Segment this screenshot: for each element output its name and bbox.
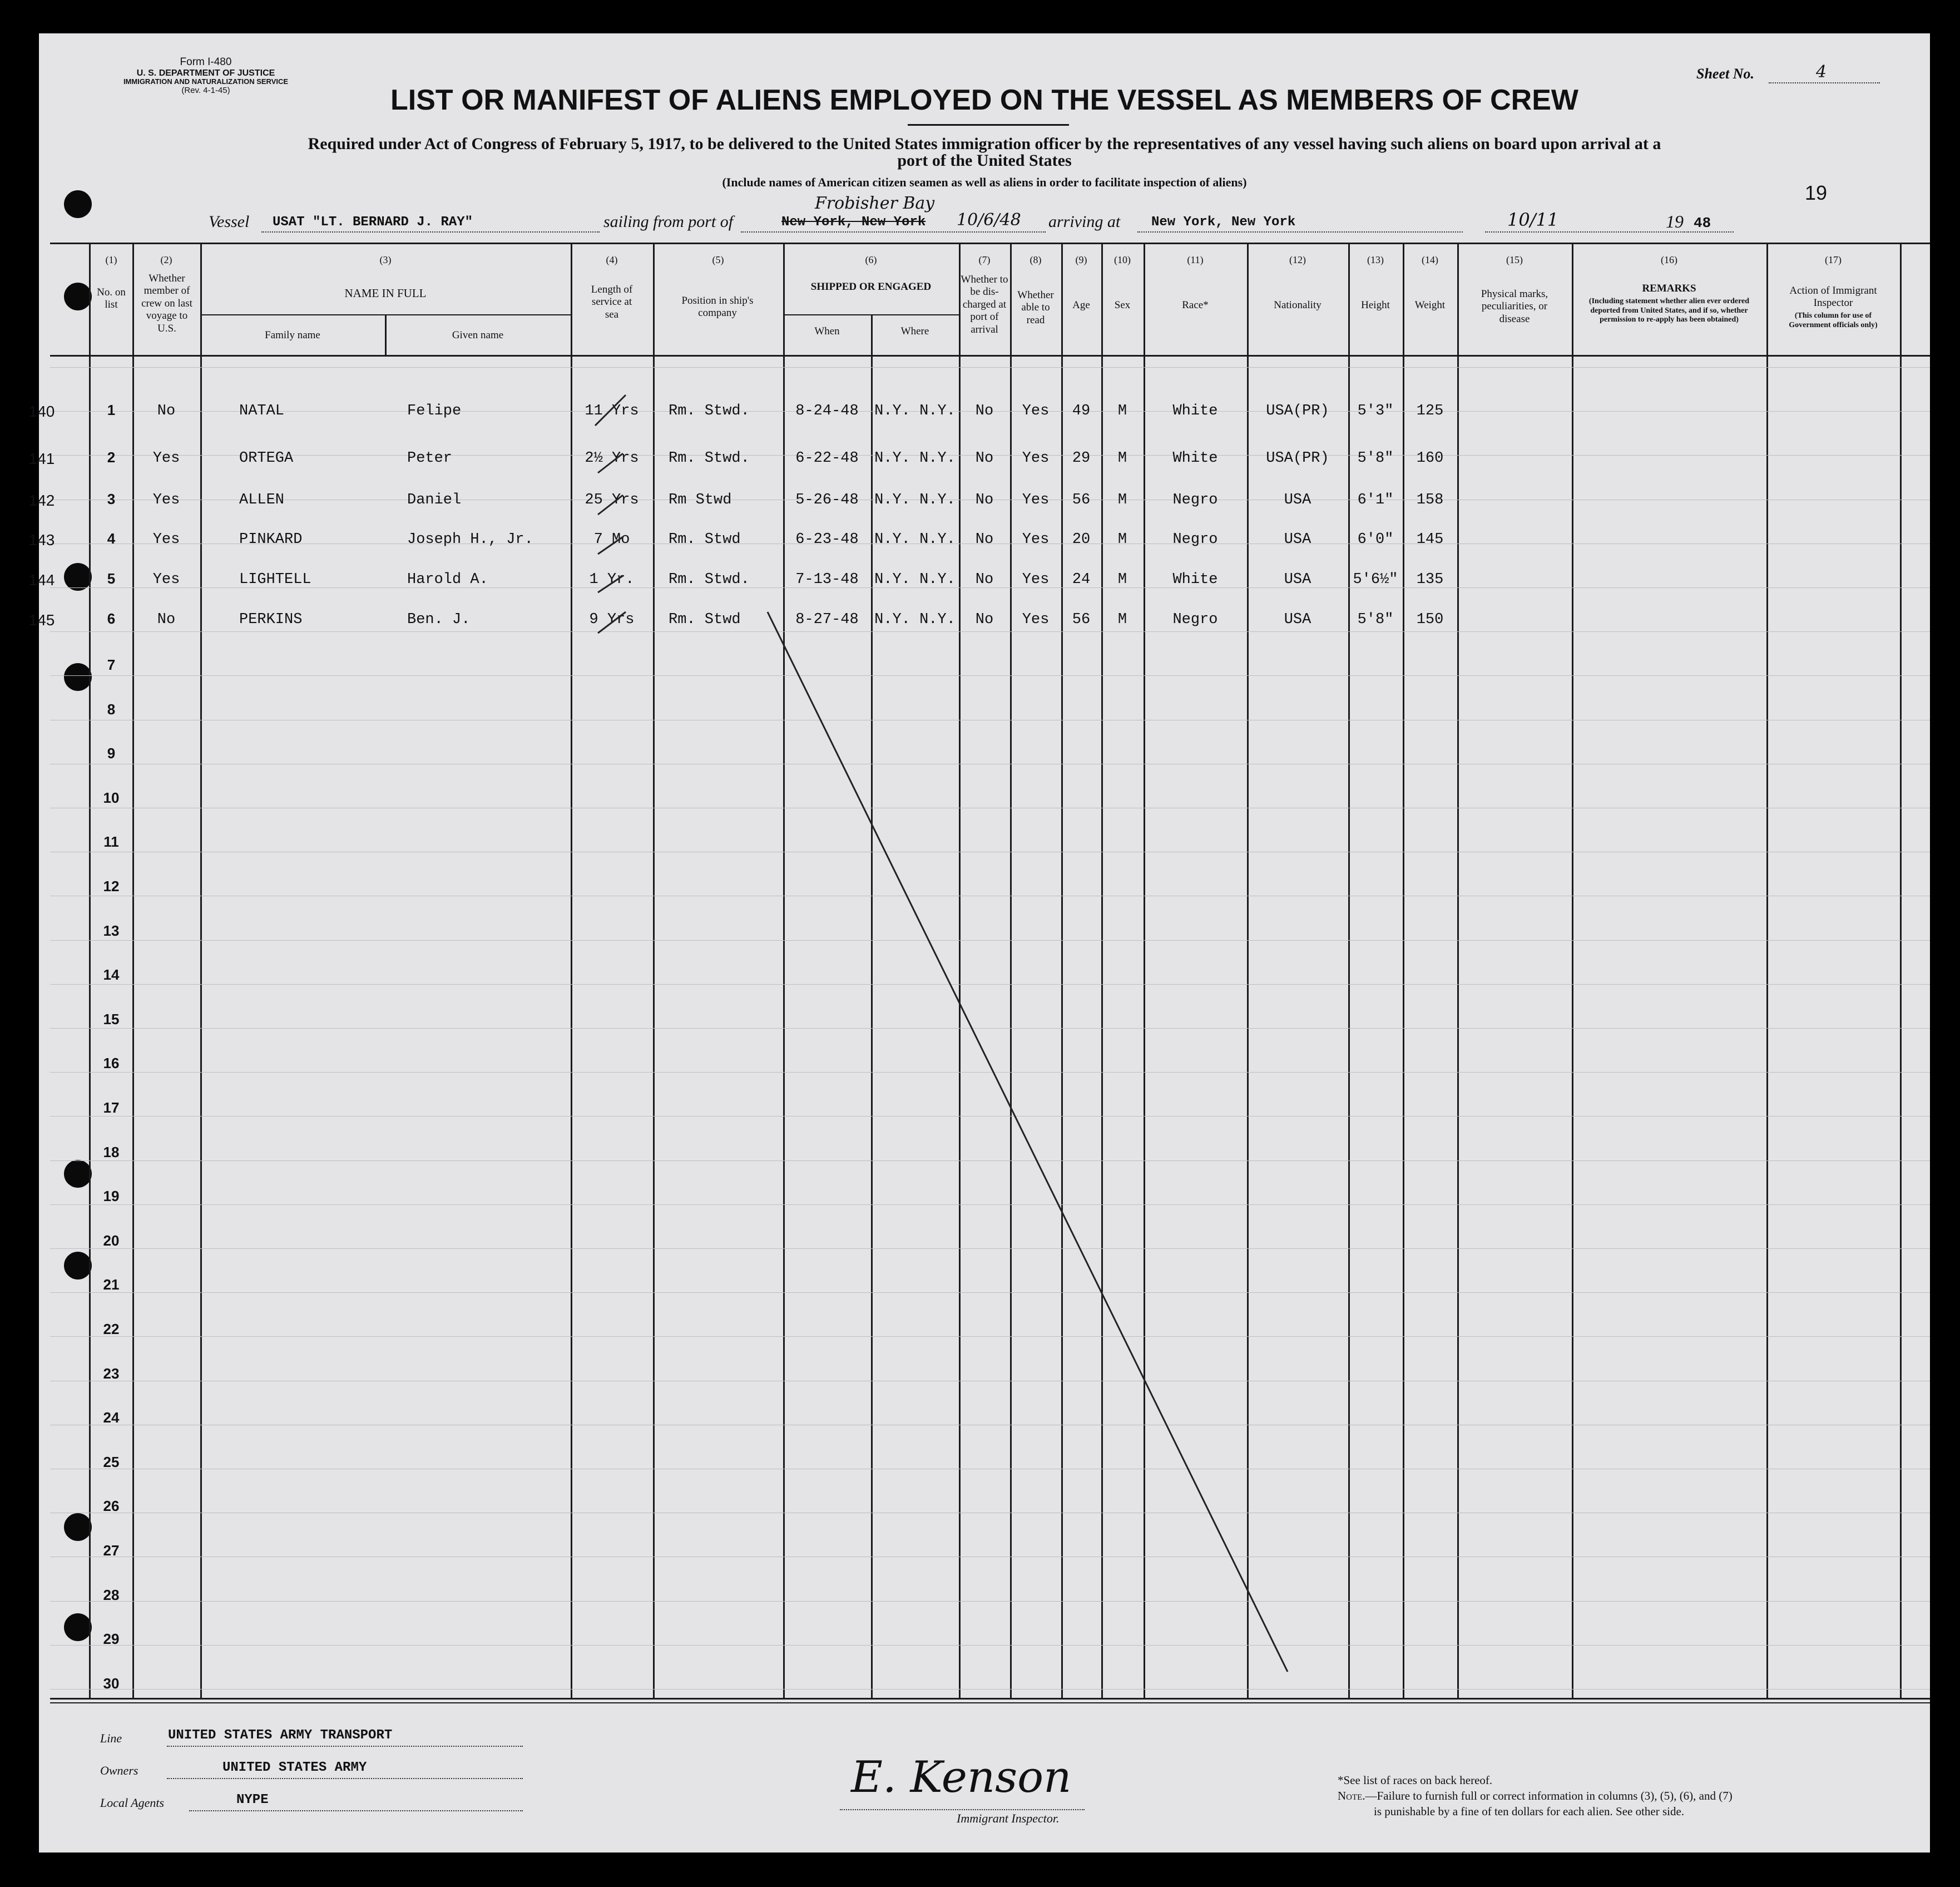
able-read-cell: Yes bbox=[1022, 531, 1050, 548]
penalty-note-line1 bbox=[1338, 1789, 1733, 1803]
races-note: *See list of races on back hereof. bbox=[1338, 1774, 1493, 1787]
able-read-cell: Yes bbox=[1022, 492, 1050, 508]
manifest-sheet bbox=[28, 33, 1930, 1853]
form-subtitle-note: (Include names of American citizen seamen as well as aliens in order to facilitate inspection of aliens) bbox=[722, 175, 1247, 189]
col-number-9: (9) bbox=[1075, 254, 1087, 265]
header-race: Race* bbox=[1182, 299, 1209, 311]
family-name-cell: NATAL bbox=[239, 403, 285, 419]
footer-agents-label: Local Agents bbox=[100, 1796, 165, 1810]
arriving-value: New York, New York bbox=[1151, 215, 1296, 230]
col-number-7: (7) bbox=[978, 254, 991, 265]
margin-number: 144 bbox=[28, 571, 55, 589]
discharged-cell: No bbox=[975, 531, 994, 548]
race-cell: White bbox=[1172, 571, 1218, 588]
row-number: 28 bbox=[103, 1587, 120, 1603]
header-given-name: Given name bbox=[452, 329, 504, 341]
col-number-13: (13) bbox=[1367, 254, 1384, 265]
sailing-handwritten: Frobisher Bay bbox=[815, 194, 935, 213]
year-value: 48 bbox=[1694, 215, 1711, 231]
sex-cell: M bbox=[1117, 403, 1127, 419]
col-number-6: (6) bbox=[865, 254, 877, 265]
row-number: 26 bbox=[103, 1498, 120, 1514]
form-subtitle-line2: port of the United States bbox=[897, 151, 1072, 170]
race-cell: White bbox=[1172, 450, 1218, 467]
discharged-cell: No bbox=[975, 611, 994, 628]
check-mark bbox=[595, 395, 626, 426]
row-number: 16 bbox=[103, 1055, 120, 1071]
last-voyage-cell: Yes bbox=[152, 531, 180, 548]
header-able-read: Whether able to read bbox=[1017, 289, 1054, 326]
weight-cell: 150 bbox=[1416, 611, 1444, 628]
position-cell: Rm. Stwd. bbox=[669, 571, 750, 588]
note-label: Note. bbox=[1338, 1789, 1365, 1802]
sex-cell: M bbox=[1117, 571, 1127, 588]
family-name-cell: PINKARD bbox=[239, 531, 303, 548]
shipped-when-cell: 6-23-48 bbox=[795, 531, 859, 548]
check-mark bbox=[598, 453, 623, 473]
header-position: Position in ship's company bbox=[681, 295, 754, 319]
shipped-where-cell: N.Y. N.Y. bbox=[874, 403, 956, 419]
header-height: Height bbox=[1361, 299, 1390, 311]
shipped-when-cell: 7-13-48 bbox=[795, 571, 859, 588]
header-no-on-list: No. on list bbox=[97, 286, 126, 311]
given-name-cell: Joseph H., Jr. bbox=[407, 531, 533, 548]
col-number-4: (4) bbox=[606, 254, 618, 265]
row-number: 13 bbox=[103, 922, 120, 939]
age-cell: 24 bbox=[1072, 571, 1091, 588]
position-cell: Rm. Stwd. bbox=[669, 403, 750, 419]
row-number: 29 bbox=[103, 1631, 120, 1647]
position-cell: Rm. Stwd bbox=[669, 611, 741, 628]
discharged-cell: No bbox=[975, 492, 994, 508]
sex-cell: M bbox=[1117, 531, 1127, 548]
given-name-cell: Ben. J. bbox=[407, 611, 471, 628]
footer-agents-value: NYPE bbox=[236, 1792, 269, 1807]
row-number: 4 bbox=[107, 530, 116, 547]
col-number-14: (14) bbox=[1422, 254, 1438, 265]
row-number: 23 bbox=[103, 1365, 120, 1382]
header-last-voyage: Whether member of crew on last voyage to U.S. bbox=[141, 273, 192, 334]
discharged-cell: No bbox=[975, 450, 994, 467]
footer-line-label: Line bbox=[100, 1731, 122, 1745]
col-number-2: (2) bbox=[160, 254, 172, 265]
family-name-cell: ORTEGA bbox=[239, 450, 294, 467]
sheet-number-label: Sheet No. bbox=[1696, 66, 1754, 82]
col-number-3: (3) bbox=[379, 254, 392, 265]
race-cell: Negro bbox=[1172, 531, 1218, 548]
form-title: LIST OR MANIFEST OF ALIENS EMPLOYED ON THE VESSEL AS MEMBERS OF CREW bbox=[390, 84, 1578, 116]
position-cell: Rm. Stwd bbox=[669, 531, 741, 548]
footer-line-value: UNITED STATES ARMY TRANSPORT bbox=[168, 1728, 393, 1743]
last-voyage-cell: Yes bbox=[152, 571, 180, 588]
footer-owners-dotline bbox=[167, 1778, 523, 1779]
check-mark bbox=[598, 537, 623, 554]
sex-cell: M bbox=[1117, 450, 1127, 467]
page-stamp: 19 bbox=[1805, 181, 1828, 204]
nationality-cell: USA(PR) bbox=[1266, 450, 1329, 467]
weight-cell: 125 bbox=[1416, 403, 1444, 419]
check-mark bbox=[598, 576, 623, 592]
note-text-1: —Failure to furnish full or correct information in columns (3), (5), (6), and (7) bbox=[1365, 1789, 1733, 1802]
weight-cell: 135 bbox=[1416, 571, 1444, 588]
shipped-where-cell: N.Y. N.Y. bbox=[874, 531, 956, 548]
able-read-cell: Yes bbox=[1022, 611, 1050, 628]
given-name-cell: Felipe bbox=[407, 403, 462, 419]
service-length-cell: 11 Yrs bbox=[585, 403, 639, 419]
given-name-cell: Peter bbox=[407, 450, 453, 467]
header-discharged: Whether to be dis- charged at port of arrival bbox=[961, 274, 1008, 335]
height-cell: 6'0" bbox=[1357, 531, 1394, 548]
last-voyage-cell: Yes bbox=[152, 450, 180, 467]
margin-number: 143 bbox=[28, 531, 55, 549]
col-number-10: (10) bbox=[1114, 254, 1131, 265]
service-length-cell: 9 Yrs bbox=[589, 611, 635, 628]
family-name-cell: LIGHTELL bbox=[239, 571, 311, 588]
service-length-cell: 25 Yrs bbox=[585, 492, 639, 508]
col-number-8: (8) bbox=[1030, 254, 1042, 265]
row-number: 5 bbox=[107, 570, 116, 587]
col-number-17: (17) bbox=[1825, 254, 1842, 265]
header-where: Where bbox=[900, 325, 929, 337]
footer-owners-value: UNITED STATES ARMY bbox=[222, 1760, 367, 1775]
vessel-label: Vessel bbox=[209, 213, 250, 231]
height-cell: 6'1" bbox=[1357, 492, 1394, 508]
form-department: U. S. DEPARTMENT OF JUSTICE bbox=[136, 68, 275, 78]
row-number: 11 bbox=[103, 833, 119, 850]
family-name-cell: PERKINS bbox=[239, 611, 303, 628]
race-cell: Negro bbox=[1172, 492, 1218, 508]
sheet-number-value: 4 bbox=[1816, 62, 1827, 82]
row-number: 30 bbox=[103, 1675, 120, 1692]
header-remarks: REMARKS bbox=[1642, 283, 1696, 294]
sailing-label: sailing from port of bbox=[603, 213, 734, 231]
sailing-date: 10/6/48 bbox=[957, 210, 1021, 230]
header-inspector-note: (This column for use of Government officials only) bbox=[1789, 312, 1878, 329]
discharged-cell: No bbox=[975, 571, 994, 588]
sailing-struck-value: New York, New York bbox=[781, 215, 926, 230]
nationality-cell: USA(PR) bbox=[1266, 403, 1329, 419]
nationality-cell: USA bbox=[1284, 531, 1311, 548]
col-number-5: (5) bbox=[712, 254, 724, 265]
header-nationality: Nationality bbox=[1274, 299, 1321, 311]
form-number: Form I-480 bbox=[180, 56, 232, 68]
family-name-cell: ALLEN bbox=[239, 492, 285, 508]
service-length-cell: 1 Yr. bbox=[589, 571, 635, 588]
header-shipped-engaged: SHIPPED OR ENGAGED bbox=[810, 281, 932, 293]
arrival-date: 10/11 bbox=[1507, 209, 1559, 230]
form-subtitle-line1: Required under Act of Congress of February 5, 1917, to be delivered to the United States immigration officer by the representatives of any vessel having such aliens on board upon arrival at a bbox=[308, 135, 1661, 153]
inspector-signature: E. Kenson bbox=[851, 1752, 1072, 1802]
row-number: 25 bbox=[103, 1454, 120, 1470]
row-number: 15 bbox=[103, 1011, 120, 1028]
col-number-15: (15) bbox=[1506, 254, 1523, 265]
header-family-name: Family name bbox=[265, 329, 320, 341]
height-cell: 5'3" bbox=[1357, 403, 1394, 419]
height-cell: 5'8" bbox=[1357, 611, 1394, 628]
age-cell: 56 bbox=[1072, 492, 1091, 508]
position-cell: Rm. Stwd. bbox=[669, 450, 750, 467]
col-number-16: (16) bbox=[1661, 254, 1677, 265]
header-age: Age bbox=[1072, 299, 1090, 311]
row-number: 7 bbox=[107, 656, 116, 673]
weight-cell: 160 bbox=[1416, 450, 1444, 467]
shipped-where-cell: N.Y. N.Y. bbox=[874, 611, 956, 628]
header-weight: Weight bbox=[1414, 299, 1446, 311]
sex-cell: M bbox=[1117, 492, 1127, 508]
nationality-cell: USA bbox=[1284, 571, 1311, 588]
margin-number: 145 bbox=[28, 611, 55, 629]
row-number: 21 bbox=[103, 1276, 120, 1293]
height-cell: 5'6½" bbox=[1353, 571, 1398, 588]
last-voyage-cell: No bbox=[157, 403, 176, 419]
row-number: 19 bbox=[103, 1188, 120, 1204]
penalty-note-line2: is punishable by a fine of ten dollars for each alien. See other side. bbox=[1374, 1805, 1685, 1818]
row-number: 9 bbox=[107, 745, 116, 762]
shipped-when-cell: 8-27-48 bbox=[795, 611, 859, 628]
diagonal-cancel-line bbox=[768, 612, 1288, 1672]
margin-number: 142 bbox=[28, 492, 55, 509]
header-when: When bbox=[814, 325, 840, 337]
row-number: 6 bbox=[107, 610, 116, 627]
age-cell: 56 bbox=[1072, 611, 1091, 628]
row-number: 24 bbox=[103, 1409, 120, 1426]
header-name-in-full: NAME IN FULL bbox=[344, 286, 427, 300]
header-length-service: Length of service at sea bbox=[591, 284, 633, 320]
footer-line-dotline bbox=[167, 1746, 523, 1747]
vessel-value: USAT "LT. BERNARD J. RAY" bbox=[273, 215, 473, 230]
row-number: 17 bbox=[103, 1099, 120, 1116]
last-voyage-cell: No bbox=[157, 611, 176, 628]
age-cell: 20 bbox=[1072, 531, 1091, 548]
race-cell: White bbox=[1172, 403, 1218, 419]
form-revision: (Rev. 4-1-45) bbox=[181, 85, 230, 95]
given-name-cell: Daniel bbox=[407, 492, 462, 508]
footer-agents-dotline bbox=[189, 1810, 523, 1811]
able-read-cell: Yes bbox=[1022, 571, 1050, 588]
row-number: 18 bbox=[103, 1144, 120, 1160]
row-number: 22 bbox=[103, 1321, 120, 1337]
race-cell: Negro bbox=[1172, 611, 1218, 628]
service-length-cell: 7 Mo bbox=[593, 531, 630, 548]
margin-number: 141 bbox=[28, 450, 55, 467]
header-sex: Sex bbox=[1114, 299, 1131, 311]
shipped-when-cell: 8-24-48 bbox=[795, 403, 859, 419]
able-read-cell: Yes bbox=[1022, 403, 1050, 419]
height-cell: 5'8" bbox=[1357, 450, 1394, 467]
header-inspector-action: Action of Immigrant Inspector bbox=[1789, 285, 1877, 309]
weight-cell: 145 bbox=[1416, 531, 1444, 548]
nationality-cell: USA bbox=[1284, 492, 1311, 508]
inspector-label: Immigrant Inspector. bbox=[957, 1811, 1060, 1825]
row-number: 1 bbox=[107, 402, 116, 418]
row-number: 2 bbox=[107, 449, 116, 466]
shipped-where-cell: N.Y. N.Y. bbox=[874, 571, 956, 588]
age-cell: 49 bbox=[1072, 403, 1091, 419]
given-name-cell: Harold A. bbox=[407, 571, 488, 588]
margin-number: 140 bbox=[28, 403, 55, 420]
row-number: 20 bbox=[103, 1232, 120, 1249]
position-cell: Rm Stwd bbox=[669, 492, 732, 508]
row-number: 12 bbox=[103, 878, 120, 895]
last-voyage-cell: Yes bbox=[152, 492, 180, 508]
check-mark bbox=[598, 495, 623, 515]
col-number-1: (1) bbox=[105, 254, 117, 265]
header-physical-marks: Physical marks, peculiarities, or disease bbox=[1481, 288, 1548, 325]
discharged-cell: No bbox=[975, 403, 994, 419]
col-number-11: (11) bbox=[1187, 254, 1204, 265]
check-mark bbox=[598, 612, 626, 633]
able-read-cell: Yes bbox=[1022, 450, 1050, 467]
arriving-label: arriving at bbox=[1048, 213, 1121, 231]
shipped-when-cell: 6-22-48 bbox=[795, 450, 859, 467]
signature-dotline bbox=[840, 1809, 1085, 1810]
service-length-cell: 2½ Yrs bbox=[585, 450, 639, 467]
row-number: 14 bbox=[103, 966, 120, 983]
header-remarks-note: (Including statement whether alien ever ordered deported from United States, and if so, whether permission to re-apply has been obtained) bbox=[1588, 297, 1750, 324]
row-number: 3 bbox=[107, 491, 116, 507]
year-prefix: 19 bbox=[1666, 211, 1684, 231]
row-number: 10 bbox=[103, 789, 120, 806]
annotations-overlay bbox=[39, 33, 1930, 1853]
row-number: 8 bbox=[107, 701, 116, 718]
sex-cell: M bbox=[1117, 611, 1127, 628]
form-service: IMMIGRATION AND NATURALIZATION SERVICE bbox=[123, 77, 289, 86]
row-number: 27 bbox=[103, 1542, 120, 1559]
shipped-where-cell: N.Y. N.Y. bbox=[874, 450, 956, 467]
shipped-where-cell: N.Y. N.Y. bbox=[874, 492, 956, 508]
col-number-12: (12) bbox=[1289, 254, 1306, 265]
weight-cell: 158 bbox=[1416, 492, 1444, 508]
age-cell: 29 bbox=[1072, 450, 1091, 467]
nationality-cell: USA bbox=[1284, 611, 1311, 628]
footer-owners-label: Owners bbox=[100, 1763, 138, 1777]
shipped-when-cell: 5-26-48 bbox=[795, 492, 859, 508]
